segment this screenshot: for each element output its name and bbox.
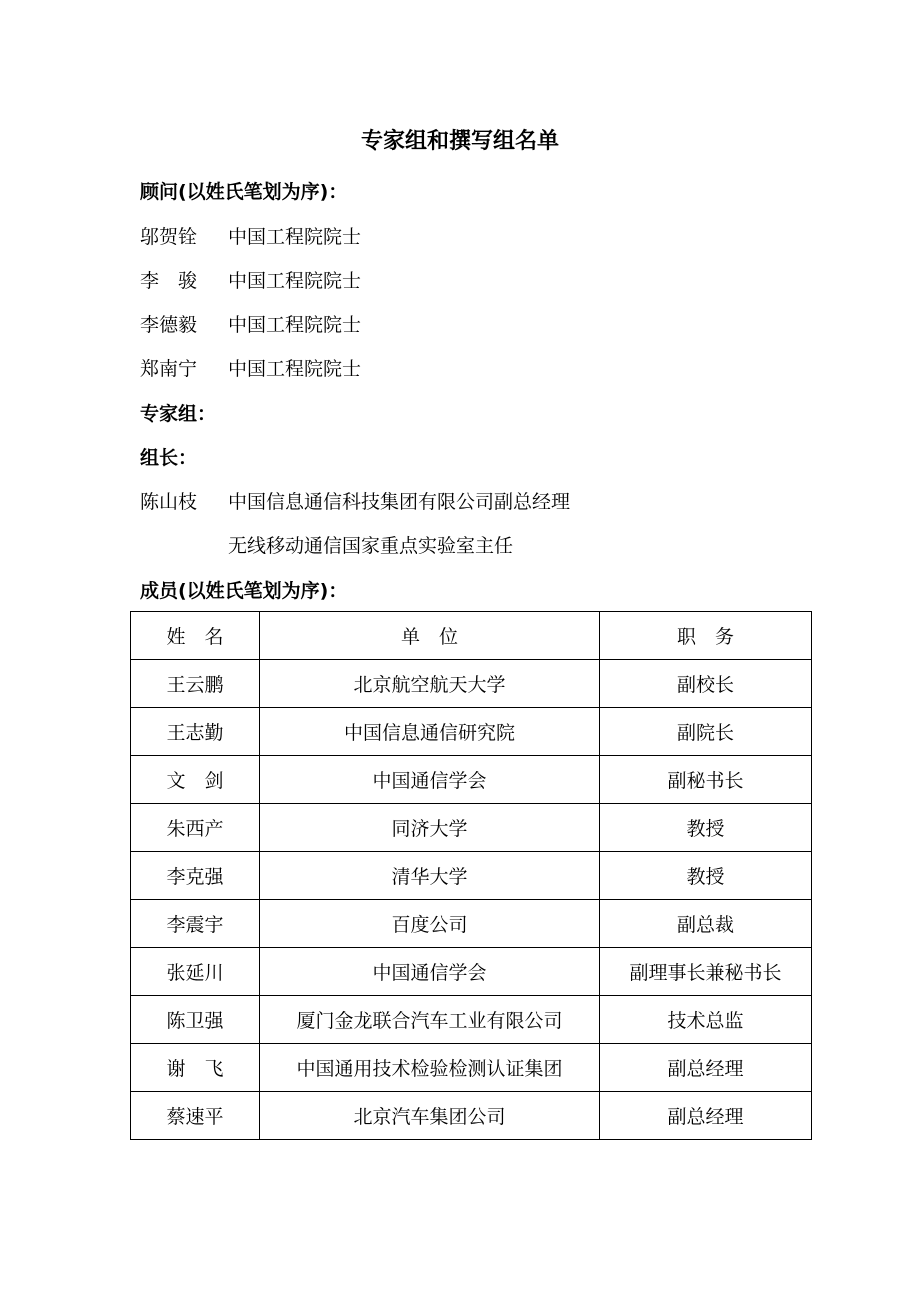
column-header-unit: 单 位 bbox=[260, 612, 600, 660]
advisor-title: 中国工程院院士 bbox=[228, 226, 362, 248]
member-name: 文 剑 bbox=[131, 756, 260, 804]
member-position: 副总经理 bbox=[600, 1044, 812, 1092]
advisor-name: 李 骏 bbox=[140, 270, 198, 292]
table-row bbox=[131, 804, 812, 852]
member-position: 副总裁 bbox=[600, 900, 812, 948]
table-row bbox=[131, 660, 812, 708]
table-row bbox=[131, 708, 812, 756]
member-position: 副校长 bbox=[600, 660, 812, 708]
member-name: 张延川 bbox=[131, 948, 260, 996]
advisor-title: 中国工程院院士 bbox=[228, 358, 362, 380]
member-name: 朱西产 bbox=[131, 804, 260, 852]
member-position: 教授 bbox=[600, 804, 812, 852]
advisor-name: 李德毅 bbox=[140, 314, 198, 336]
expert-group-heading: 专家组： bbox=[140, 403, 217, 425]
member-unit: 北京航空航天大学 bbox=[260, 660, 600, 708]
member-name: 陈卫强 bbox=[131, 996, 260, 1044]
member-name: 蔡速平 bbox=[131, 1092, 260, 1140]
members-table bbox=[130, 611, 812, 1140]
member-name: 王志勤 bbox=[131, 708, 260, 756]
page-title: 专家组和撰写组名单 bbox=[360, 129, 559, 154]
member-unit: 北京汽车集团公司 bbox=[260, 1092, 600, 1140]
member-unit: 中国通信学会 bbox=[260, 948, 600, 996]
member-position: 副理事长兼秘书长 bbox=[600, 948, 812, 996]
member-name: 李震宇 bbox=[131, 900, 260, 948]
advisor-row bbox=[140, 267, 361, 295]
members-heading: 成员(以姓氏笔划为序)： bbox=[140, 580, 348, 602]
member-unit: 中国信息通信研究院 bbox=[260, 708, 600, 756]
leader-name: 陈山枝 bbox=[140, 491, 198, 513]
member-unit: 中国通信学会 bbox=[260, 756, 600, 804]
advisor-name: 邬贺铨 bbox=[140, 226, 198, 248]
member-name: 谢 飞 bbox=[131, 1044, 260, 1092]
advisors-heading: 顾问(以姓氏笔划为序)： bbox=[140, 181, 348, 203]
member-unit: 同济大学 bbox=[260, 804, 600, 852]
table-row bbox=[131, 1092, 812, 1140]
member-unit: 百度公司 bbox=[260, 900, 600, 948]
table-row bbox=[131, 756, 812, 804]
member-name: 王云鹏 bbox=[131, 660, 260, 708]
member-unit: 清华大学 bbox=[260, 852, 600, 900]
advisor-title: 中国工程院院士 bbox=[228, 270, 362, 292]
table-row bbox=[131, 996, 812, 1044]
table-header-row bbox=[131, 612, 812, 660]
advisor-row bbox=[140, 311, 361, 339]
member-name: 李克强 bbox=[131, 852, 260, 900]
member-unit: 中国通用技术检验检测认证集团 bbox=[260, 1044, 600, 1092]
member-position: 副秘书长 bbox=[600, 756, 812, 804]
leader-heading: 组长： bbox=[140, 447, 198, 469]
leader-row bbox=[140, 488, 570, 516]
member-position: 教授 bbox=[600, 852, 812, 900]
leader-title-line2: 无线移动通信国家重点实验室主任 bbox=[228, 535, 514, 557]
column-header-position: 职 务 bbox=[600, 612, 812, 660]
advisor-row bbox=[140, 355, 361, 383]
member-position: 副院长 bbox=[600, 708, 812, 756]
table-row bbox=[131, 948, 812, 996]
column-header-name: 姓 名 bbox=[131, 612, 260, 660]
table-row bbox=[131, 900, 812, 948]
advisor-row bbox=[140, 223, 361, 251]
leader-title-line1: 中国信息通信科技集团有限公司副总经理 bbox=[228, 491, 571, 513]
table-row bbox=[131, 1044, 812, 1092]
member-position: 副总经理 bbox=[600, 1092, 812, 1140]
advisor-name: 郑南宁 bbox=[140, 358, 198, 380]
member-unit: 厦门金龙联合汽车工业有限公司 bbox=[260, 996, 600, 1044]
table-row bbox=[131, 852, 812, 900]
member-position: 技术总监 bbox=[600, 996, 812, 1044]
advisor-title: 中国工程院院士 bbox=[228, 314, 362, 336]
